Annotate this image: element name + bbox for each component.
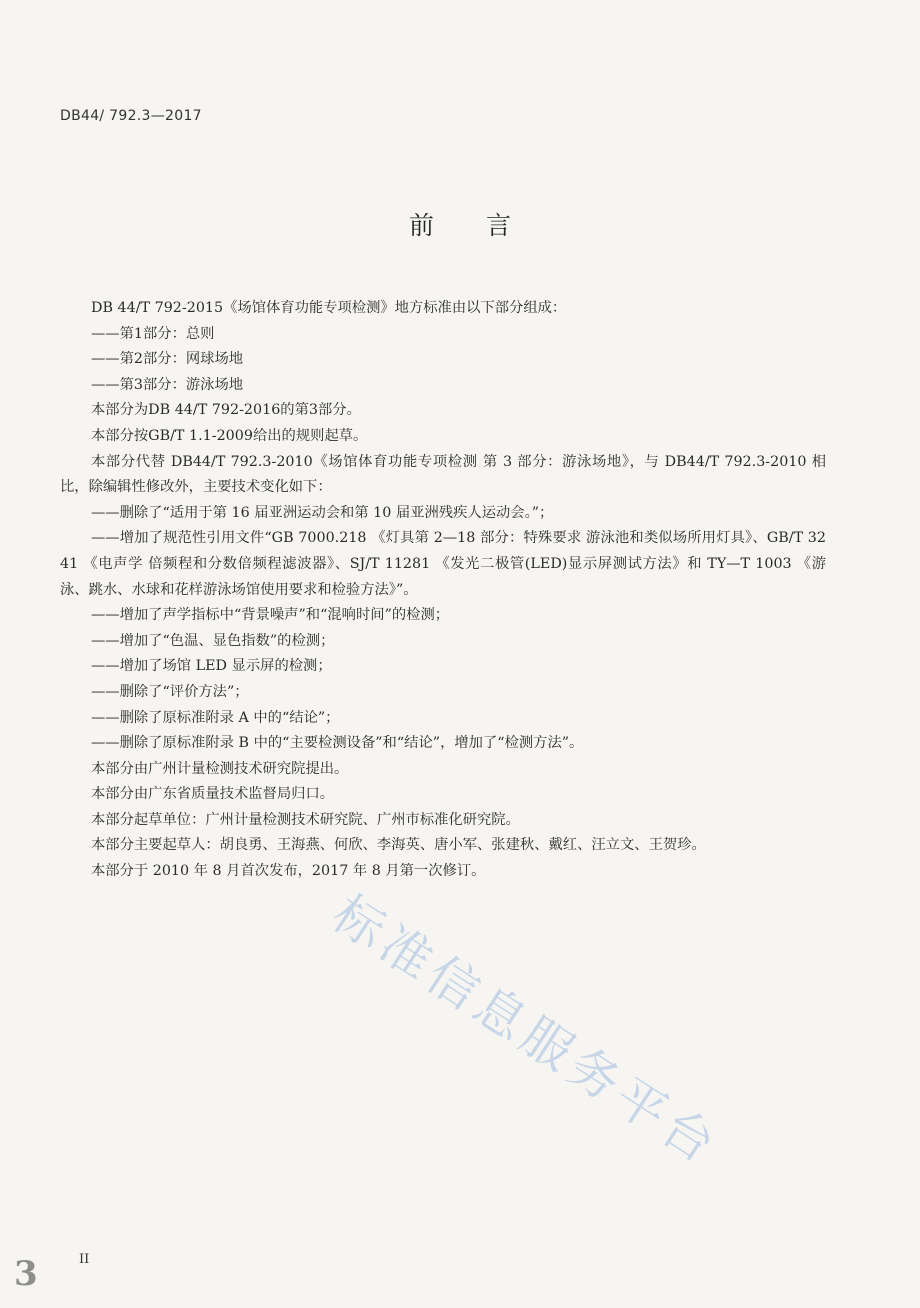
document-code: DB44/ 792.3—2017 [60,108,202,124]
paragraph: 本部分起草单位：广州计量检测技术研究院、广州市标准化研究院。 [91,811,520,828]
paragraph: ——增加了“色温、显色指数”的检测； [91,632,335,649]
paragraph: ——删除了“适用于第 16 届亚洲运动会和第 10 届亚洲残疾人运动会。”； [91,504,554,521]
paragraph: 本部分按GB/T 1.1-2009给出的规则起草。 [91,427,368,444]
paragraph: ——第1部分：总则 [91,325,215,342]
paragraph: 本部分为DB 44/T 792-2016的第3部分。 [91,402,361,419]
paragraph: ——删除了原标准附录 B 中的“主要检测设备”和“结论”，增加了“检测方法”。 [91,735,584,752]
paragraph: 本部分主要起草人：胡良勇、王海燕、何欣、李海英、唐小军、张建秋、戴红、汪立文、王贺珍。 [91,837,706,854]
paragraph: DB 44/T 792-2015《场馆体育功能专项检测》地方标准由以下部分组成： [91,300,567,316]
corner-mark: 3 [14,1254,38,1294]
paragraph: ——删除了“评价方法”； [91,683,249,700]
paragraph: 本部分由广州计量检测技术研究院提出。 [91,760,349,777]
watermark: 标准信息服务平台 [322,884,730,1177]
foreword-body [60,296,826,885]
page-number: II [79,1252,90,1267]
paragraph: ——增加了规范性引用文件“GB 7000.218 《灯具第 2—18 部分：特殊要求 游泳池和类似场所用灯具》、GB/T 3241 《电声学 倍频程和分数倍频程滤波器》、SJ/T 11281 《发光二极管(LED)显示屏测试方法》和 TY—T 1003 《游泳、跳水、水球和花样游泳场馆使用要求和检验方法》”。 [60,530,826,598]
paragraph: ——增加了声学指标中“背景噪声”和“混响时间”的检测； [91,607,450,624]
paragraph: ——增加了场馆 LED 显示屏的检测； [91,658,332,675]
paragraph: ——第2部分：网球场地 [91,351,244,368]
paragraph: 本部分由广东省质量技术监督局归口。 [91,786,335,803]
paragraph: ——第3部分：游泳场地 [91,376,244,393]
page-title: 前言 [408,211,563,240]
paragraph: ——删除了原标准附录 A 中的“结论”； [91,709,340,726]
paragraph: 本部分于 2010 年 8 月首次发布，2017 年 8 月第一次修订。 [91,863,486,880]
paragraph: 本部分代替 DB44/T 792.3-2010《场馆体育功能专项检测 第 3 部分：游泳场地》，与 DB44/T 792.3-2010 相比，除编辑性修改外，主要技术变化如下： [60,453,826,496]
